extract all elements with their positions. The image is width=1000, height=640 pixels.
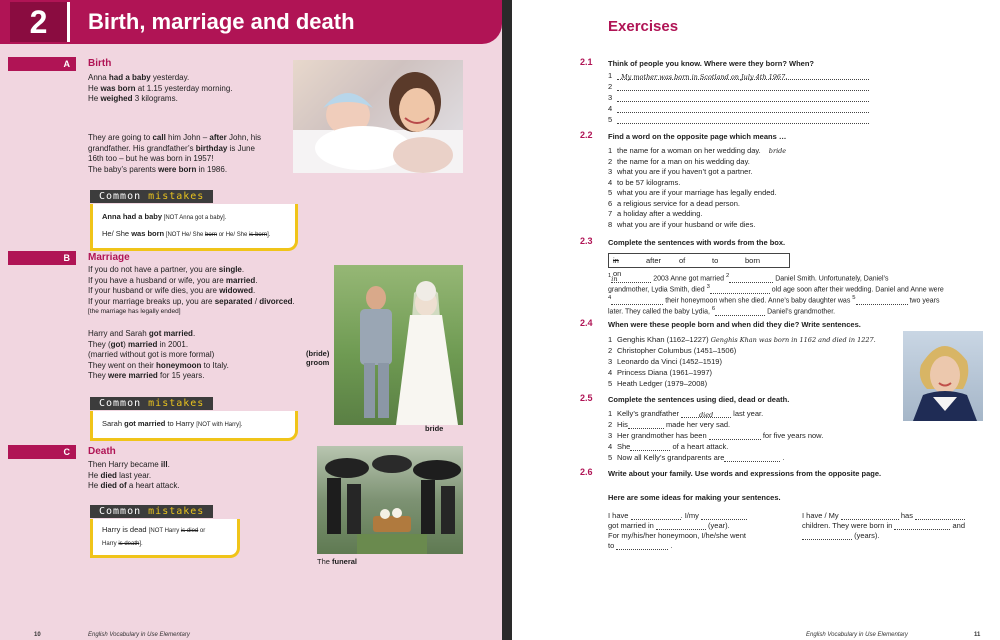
text-line: Anna had a baby yesterday. <box>88 73 190 82</box>
exercise-2-2-instruction: Find a word on the opposite page which means … <box>608 132 787 141</box>
section-a-tab: A <box>8 57 76 71</box>
exercise-2-1-number: 2.1 <box>580 57 593 67</box>
word: after <box>646 256 662 265</box>
list-item: 4 Princess Diana (1961–1997) <box>608 368 713 377</box>
book-title: English Vocabulary in Use Elementary <box>88 632 190 638</box>
page-number: 10 <box>34 632 41 638</box>
answer-line: 4 <box>608 104 869 113</box>
section-b-text-2 <box>88 329 229 382</box>
word: on <box>613 269 622 278</box>
list-item: 1 the name for a woman on her wedding day. bride <box>608 146 787 155</box>
text-line: They are going to call him John – after John, his <box>88 133 261 142</box>
sentence-line: children. They were born in and <box>802 521 966 530</box>
sentence-line: I have . I/my <box>608 511 747 520</box>
answer-line: 5 <box>608 115 869 124</box>
gap-fill-line: 5 Now all Kelly’s grandparents are . <box>608 453 785 462</box>
list-item: 3 Leonardo da Vinci (1452–1519) <box>608 357 722 366</box>
text-line: Then Harry became ill. <box>88 460 170 469</box>
text-line: If you have a husband or wife, you are married. <box>88 275 258 285</box>
word: in <box>613 256 619 265</box>
portrait-image <box>903 331 983 421</box>
book-title: English Vocabulary in Use Elementary <box>806 632 908 638</box>
exercise-2-3-instruction: Complete the sentences with words from the box. <box>608 238 786 247</box>
list-item: 2 Christopher Columbus (1451–1506) <box>608 346 737 355</box>
list-item: 5 what you are if your marriage has legally ended. <box>608 188 777 197</box>
word: to <box>712 256 719 265</box>
answer-line: 1 My mother was born in Scotland on July 4th 1967. <box>608 71 869 80</box>
text-line: He died last year. <box>88 470 152 480</box>
exercise-2-1-instruction: Think of people you know. Where were they born? When? <box>608 59 814 68</box>
section-c-tab: C <box>8 445 76 459</box>
mother-baby-image <box>293 60 463 173</box>
common-mistakes-c <box>90 501 240 558</box>
text-line: He weighed 3 kilograms. <box>88 94 178 104</box>
common-mistakes-b <box>90 393 298 441</box>
list-item: 2 the name for a man on his wedding day. <box>608 156 750 166</box>
exercises-title: Exercises <box>608 18 679 35</box>
birth-photo <box>293 60 463 173</box>
gap-fill-line: 3 Her grandmother has been for five years now. <box>608 431 824 440</box>
sentence-line: to . <box>608 541 673 550</box>
text-line: They were married for 15 years. <box>88 371 205 381</box>
answer-line: 2 <box>608 82 869 91</box>
unit-title: Birth, marriage and death <box>88 9 355 34</box>
funeral-image <box>317 446 463 554</box>
list-item: 6 a religious service for a dead person. <box>608 198 740 208</box>
gap-fill-line: later. They called the baby Lydia, $^6$ Daniel’s grandmother. <box>608 306 836 316</box>
exercise-2-6-instruction: Write about your family. Use words and expressions from the opposite page. <box>608 469 882 478</box>
common-mistakes-label: Common mistakes <box>90 505 213 518</box>
text-line: If you do not have a partner, you are single. <box>88 265 245 274</box>
list-item: 7 a holiday after a wedding. <box>608 209 703 218</box>
funeral-photo <box>317 446 463 554</box>
ideas-heading: Here are some ideas for making your sentences. <box>608 493 781 502</box>
list-item: 8 what you are if your husband or wife dies. <box>608 219 756 229</box>
exercise-2-5-instruction: Complete the sentences using died, dead or death. <box>608 395 790 404</box>
gap-fill-line: $^4$ their honeymoon when she died. Anne’s baby daughter was $^5$ two years <box>608 295 940 305</box>
exercise-2-6-number: 2.6 <box>580 467 593 477</box>
text-line: The baby’s parents were born in 1986. <box>88 164 228 174</box>
gap-fill-line: $^1$in 2003 Anne got married $^2$ Daniel Smith. Unfortunately, Daniel’s <box>608 273 889 284</box>
bride-label: bride <box>425 424 444 433</box>
text-line: 16th too – but he was born in 1957! <box>88 154 214 164</box>
word-box <box>608 253 790 278</box>
page-number: 11 <box>974 632 981 638</box>
gap-fill-line: 2 His made her very sad. <box>608 420 731 429</box>
gap-fill-line: grandmother, Lydia Smith, died $^3$ old age soon after their wedding. Daniel and Anne were <box>608 284 944 294</box>
text-line: They (got) married in 2001. <box>88 339 189 349</box>
text-line: He was born at 1.15 yesterday morning. <box>88 83 233 93</box>
list-item: 1 Genghis Khan (1162–1227) Genghis Khan was born in 1162 and died in 1227. <box>608 335 876 344</box>
section-b-text <box>88 265 295 318</box>
small-note: [the marriage has legally ended] <box>88 308 181 316</box>
common-mistakes-box: Sarah got married to Harry [NOT with Harry]. <box>90 411 298 441</box>
section-c-text <box>88 460 180 492</box>
gap-fill-line: 1 Kelly’s grandfather died last year. <box>608 409 764 419</box>
bride-groom-label: (bride) groom <box>306 349 330 367</box>
sentence-line: For my/his/her honeymoon, I/he/she went <box>608 531 746 540</box>
list-item: 4 to be 57 kilograms. <box>608 177 681 187</box>
section-a-text <box>88 73 233 105</box>
wedding-photo <box>334 253 463 425</box>
funeral-caption: The funeral <box>317 557 358 566</box>
section-b-title: Marriage <box>88 252 130 263</box>
exercise-2-3-number: 2.3 <box>580 236 593 246</box>
list-item: 3 what you are if you haven’t got a partner. <box>608 167 753 176</box>
text-line: He died of a heart attack. <box>88 481 180 491</box>
sentence-line: (years). <box>802 531 880 540</box>
exercise-2-4-number: 2.4 <box>580 318 593 328</box>
wedding-couple-image <box>334 253 463 425</box>
exercise-2-2-number: 2.2 <box>580 130 593 140</box>
common-mistakes-a <box>90 186 298 251</box>
common-mistakes-box: Anna had a baby [NOT Anna got a baby]. He/ She was born [NOT He/ She born or He/ She is born]. <box>90 204 298 251</box>
answer-line: 3 <box>608 93 869 102</box>
text-line: If your marriage breaks up, you are separated / divorced. <box>88 296 295 306</box>
word: born <box>745 256 761 265</box>
common-mistakes-box: Harry is dead [NOT Harry is died or Harry is death]. <box>90 519 240 558</box>
text-line: Harry and Sarah got married. <box>88 329 196 338</box>
unit-number: 2 <box>10 2 70 42</box>
text-line: grandfather. His grandfather’s birthday is June <box>88 143 255 153</box>
diana-photo <box>903 331 983 421</box>
text-line: (married without got is more formal) <box>88 350 215 360</box>
text-line: They went on their honeymoon to Italy. <box>88 360 229 370</box>
text-line: If your husband or wife dies, you are widowed. <box>88 286 256 296</box>
common-mistakes-label: Common mistakes <box>90 190 213 203</box>
section-a-title: Birth <box>88 58 112 69</box>
section-b-tab: B <box>8 251 76 265</box>
sentence-line: I have / My has <box>802 511 965 520</box>
exercise-2-5-number: 2.5 <box>580 393 593 403</box>
exercise-2-4-instruction: When were these people born and when did they die? Write sentences. <box>608 320 861 329</box>
unit-header <box>0 0 502 44</box>
gap-fill-line: 4 She of a heart attack. <box>608 442 729 451</box>
section-a-text-2 <box>88 133 261 175</box>
right-page <box>512 0 1000 640</box>
word: of <box>679 256 686 265</box>
list-item: 5 Heath Ledger (1979–2008) <box>608 379 708 388</box>
section-c-title: Death <box>88 446 116 457</box>
sentence-line: got married in (year). <box>608 521 730 530</box>
common-mistakes-label: Common mistakes <box>90 397 213 410</box>
